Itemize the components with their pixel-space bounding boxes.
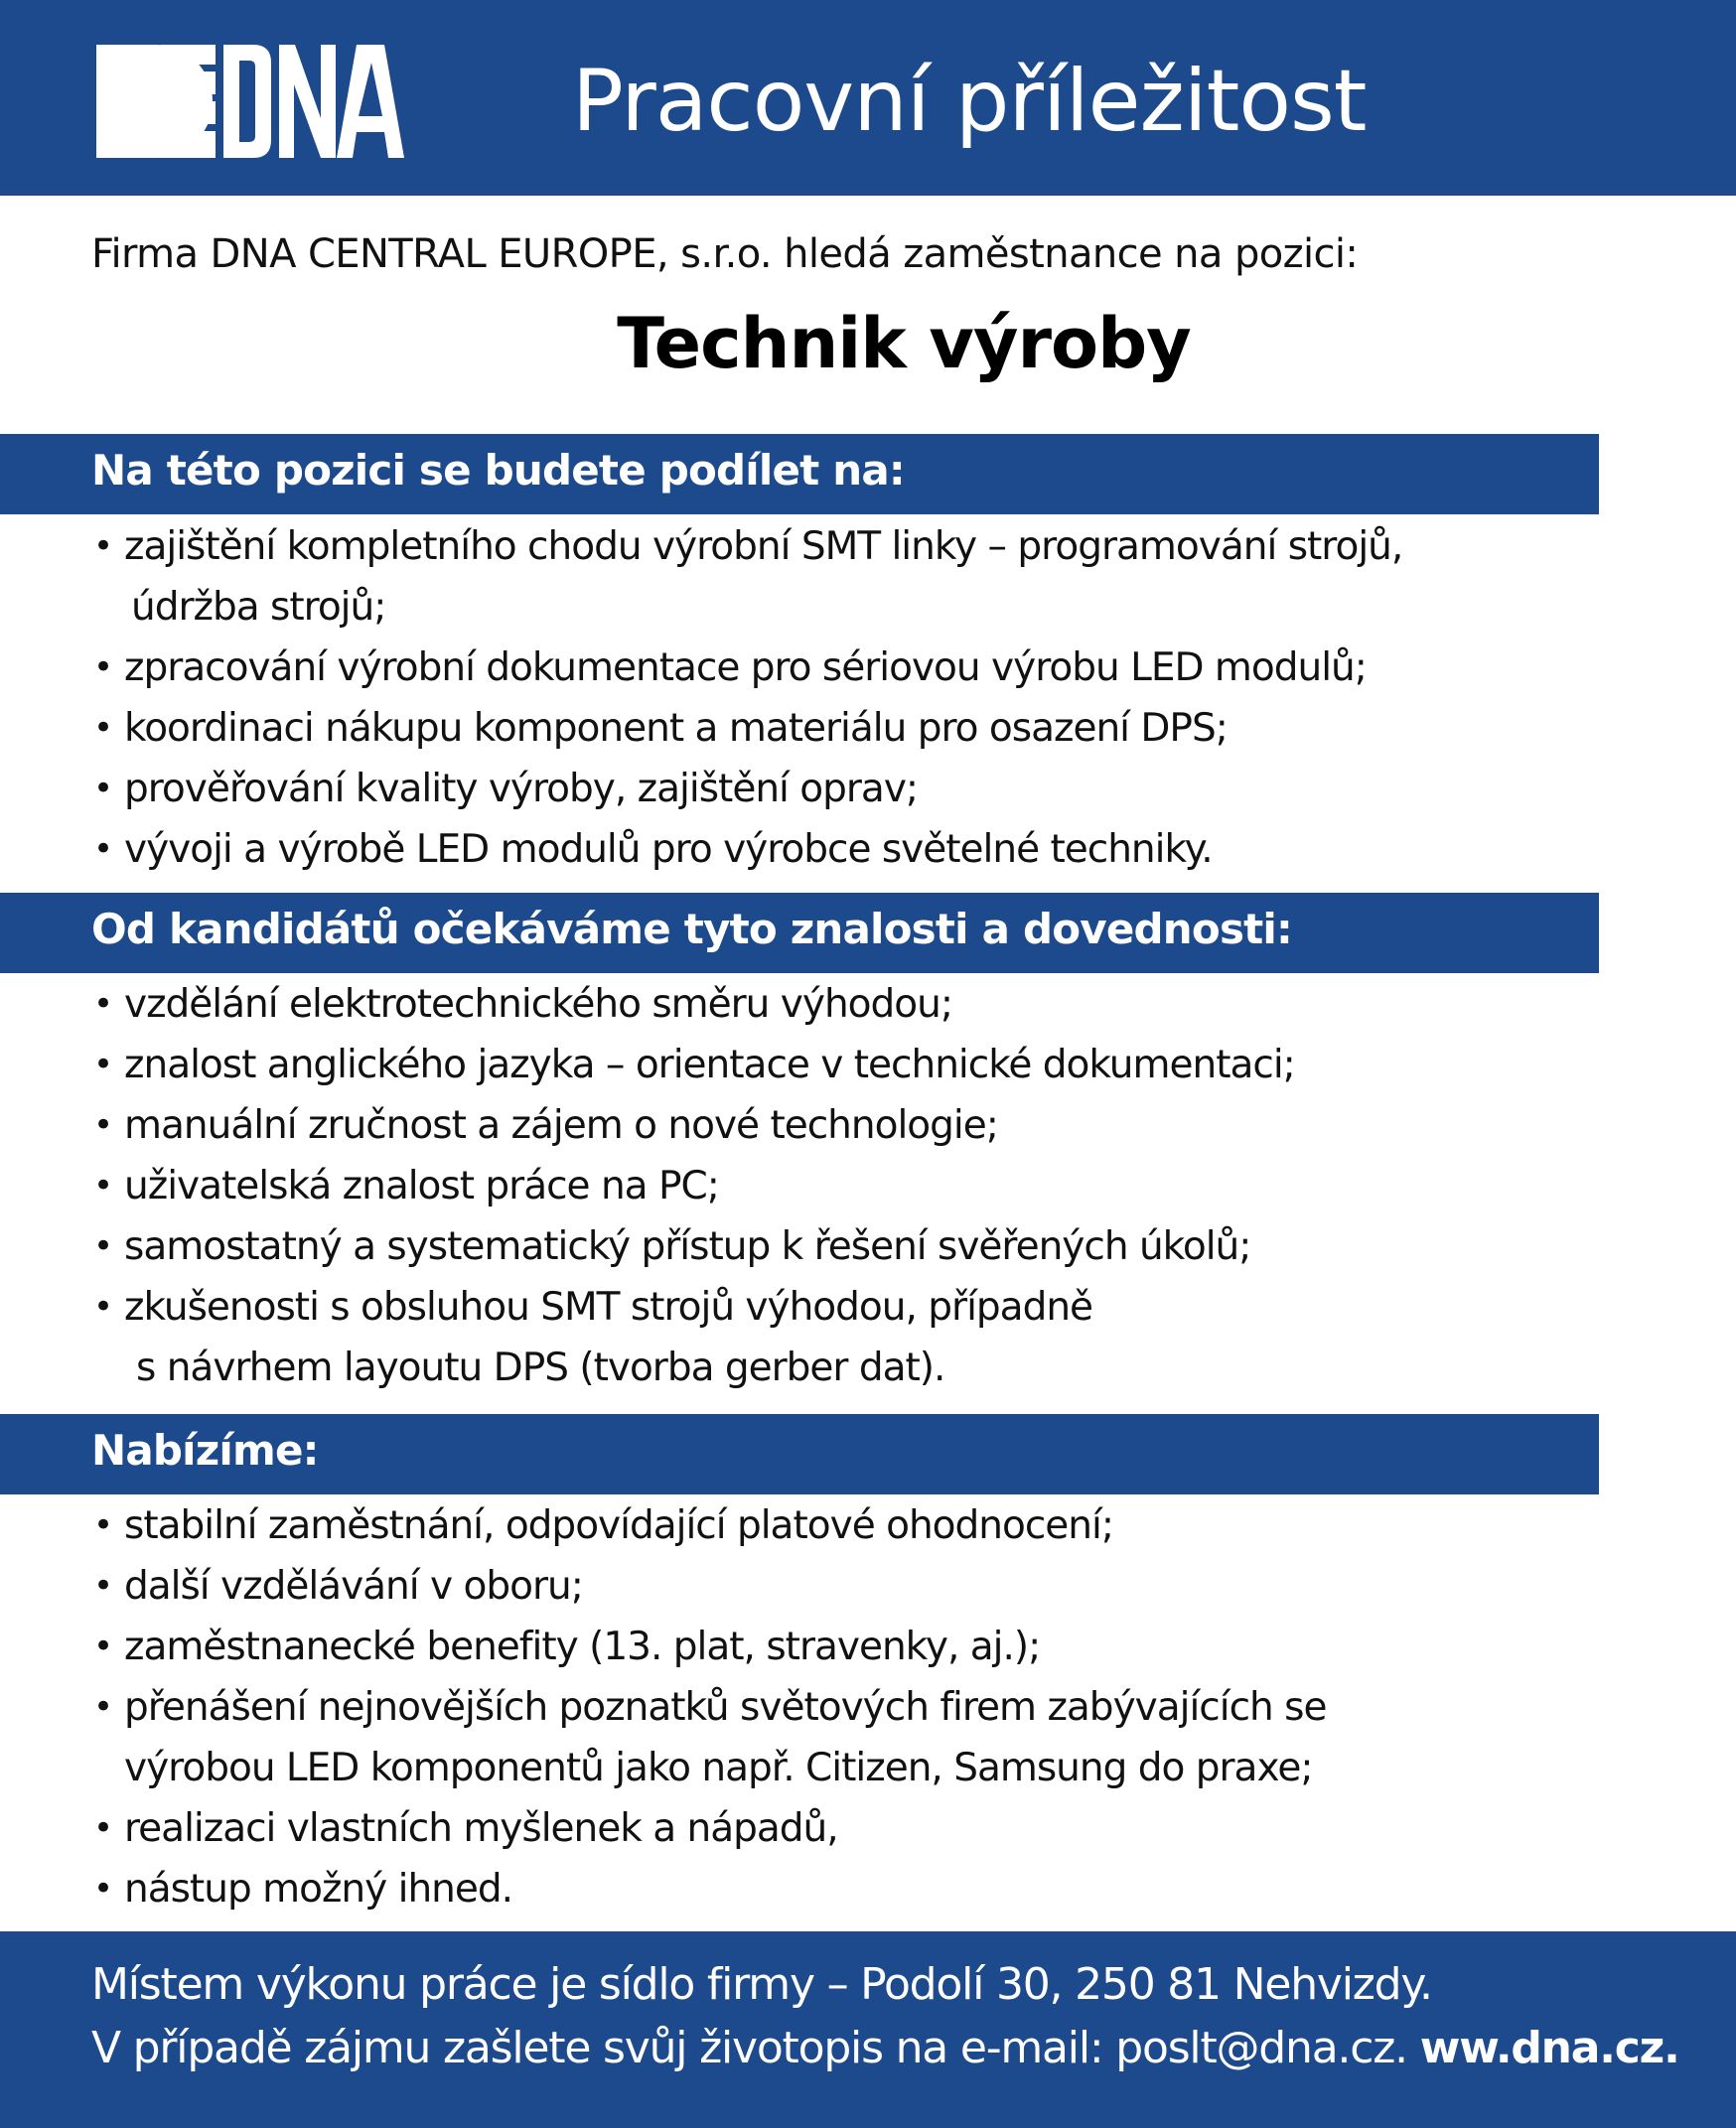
- footer-website-link[interactable]: ww.dna.cz.: [1419, 2023, 1679, 2073]
- section-header-requirements: [0, 893, 1599, 973]
- page-title: Pracovní příležitost: [572, 52, 1367, 151]
- bullet-icon: •: [93, 1566, 113, 1606]
- footer-email-text[interactable]: V případě zájmu zašlete svůj životopis na e-mail: poslt@dna.cz.: [91, 2023, 1407, 2073]
- bullet-icon: •: [93, 769, 113, 808]
- section-header-offer: [0, 1414, 1599, 1494]
- bullet-icon: •: [93, 1226, 113, 1266]
- intro-text: Firma DNA CENTRAL EUROPE, s.r.o. hledá zaměstnance na pozici:: [91, 231, 1359, 277]
- bullet-icon: •: [93, 526, 113, 566]
- footer-banner: [0, 1931, 1736, 2128]
- bullet-icon: •: [93, 984, 113, 1024]
- bullet-icon: •: [93, 708, 113, 748]
- footer-contact: [91, 2023, 1679, 2073]
- bullet-icon: •: [93, 647, 113, 687]
- bullet-icon: •: [93, 1045, 113, 1084]
- section-header-responsibilities: [0, 434, 1599, 514]
- bullet-icon: •: [93, 1627, 113, 1666]
- bullet-icon: •: [93, 1105, 113, 1145]
- bullet-icon: •: [93, 829, 113, 869]
- section-heading: Nabízíme:: [91, 1426, 319, 1475]
- bullet-icon: •: [93, 1505, 113, 1545]
- dna-logo-icon: [96, 45, 454, 158]
- bullet-icon: •: [93, 1287, 113, 1327]
- bullet-icon: •: [93, 1687, 113, 1727]
- bullet-icon: •: [93, 1808, 113, 1848]
- footer-location: Místem výkonu práce je sídlo firmy – Podolí 30, 250 81 Nehvizdy.: [91, 1959, 1432, 2010]
- section-heading: Od kandidátů očekáváme tyto znalosti a dovednosti:: [91, 905, 1293, 953]
- header-banner: [0, 0, 1736, 196]
- bullet-icon: •: [93, 1166, 113, 1206]
- job-title: Technik výroby: [617, 303, 1191, 384]
- bullet-icon: •: [93, 1869, 113, 1909]
- section-heading: Na této pozici se budete podílet na:: [91, 446, 905, 495]
